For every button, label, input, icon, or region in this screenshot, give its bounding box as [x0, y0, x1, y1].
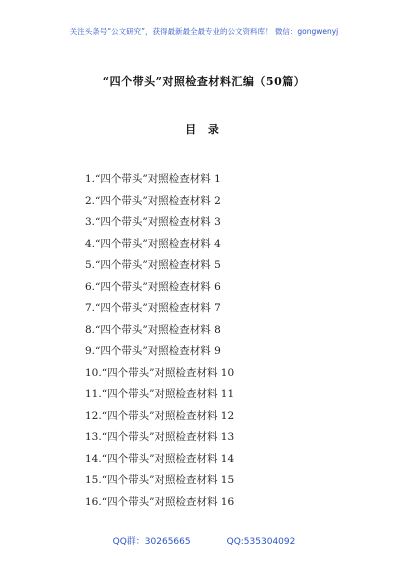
toc-item[interactable]	[85, 343, 234, 365]
toc-item-label: “四个带头”对照检查材料 13	[101, 431, 235, 443]
toc-item-number: 11.	[85, 388, 102, 400]
toc-item-label: “四个带头”对照检查材料 3	[95, 216, 221, 228]
toc-item[interactable]	[85, 472, 234, 494]
toc-item-number: 9.	[85, 345, 96, 357]
toc-item-number: 13.	[85, 431, 102, 443]
toc-item-number: 16.	[85, 495, 102, 508]
toc-item-label: “四个带头”对照检查材料 12	[101, 409, 235, 422]
table-of-contents	[85, 171, 234, 515]
toc-item-number: 1.	[85, 173, 96, 185]
toc-item-number: 10.	[85, 366, 102, 379]
toc-item-number: 12.	[85, 409, 102, 422]
toc-item-number: 3.	[85, 216, 96, 228]
qq-number-text: QQ:535304092	[226, 537, 296, 547]
toc-item-label: “四个带头”对照检查材料 16	[101, 495, 235, 508]
toc-item[interactable]	[85, 494, 234, 516]
toc-item-number: 15.	[85, 474, 102, 486]
toc-item[interactable]	[85, 193, 234, 215]
toc-item-number: 4.	[85, 237, 96, 250]
footer-contact	[0, 534, 408, 547]
qq-group-text: QQ群：30265665	[112, 537, 191, 547]
toc-item-label: “四个带头”对照检查材料 9	[95, 345, 221, 357]
toc-item-number: 7.	[85, 302, 96, 314]
toc-item-label: “四个带头”对照检查材料 10	[101, 366, 235, 379]
document-title: “四个带头”对照检查材料汇编（50篇）	[102, 75, 306, 88]
toc-item[interactable]	[85, 279, 234, 301]
toc-item[interactable]	[85, 300, 234, 322]
toc-item[interactable]	[85, 386, 234, 408]
toc-heading: 目 录	[185, 123, 223, 136]
header-promo-note: 关注头条号“公文研究”，获得最新最全最专业的公文资料库！ 微信：gongwenyj	[69, 27, 339, 36]
toc-item-label: “四个带头”对照检查材料 7	[95, 302, 221, 314]
toc-item[interactable]	[85, 236, 234, 258]
toc-item[interactable]	[85, 322, 234, 344]
toc-item[interactable]	[85, 451, 234, 473]
toc-item-label: “四个带头”对照检查材料 11	[101, 388, 235, 400]
toc-item[interactable]	[85, 257, 234, 279]
toc-item-label: “四个带头”对照检查材料 1	[95, 173, 221, 185]
toc-item-label: “四个带头”对照检查材料 6	[95, 280, 221, 293]
toc-item-number: 6.	[85, 280, 96, 293]
toc-item-label: “四个带头”对照检查材料 5	[95, 259, 221, 271]
toc-item-label: “四个带头”对照检查材料 8	[95, 323, 221, 336]
toc-item-number: 5.	[85, 259, 96, 271]
toc-item[interactable]	[85, 214, 234, 236]
toc-item[interactable]	[85, 429, 234, 451]
toc-item-label: “四个带头”对照检查材料 15	[101, 474, 235, 486]
toc-item-label: “四个带头”对照检查材料 4	[95, 237, 221, 250]
toc-item[interactable]	[85, 408, 234, 430]
toc-item[interactable]	[85, 365, 234, 387]
toc-item[interactable]	[85, 171, 234, 193]
toc-item-label: “四个带头”对照检查材料 14	[101, 452, 235, 465]
toc-item-number: 14.	[85, 452, 102, 465]
toc-item-number: 2.	[85, 194, 96, 207]
toc-item-number: 8.	[85, 323, 96, 336]
toc-item-label: “四个带头”对照检查材料 2	[95, 194, 221, 207]
